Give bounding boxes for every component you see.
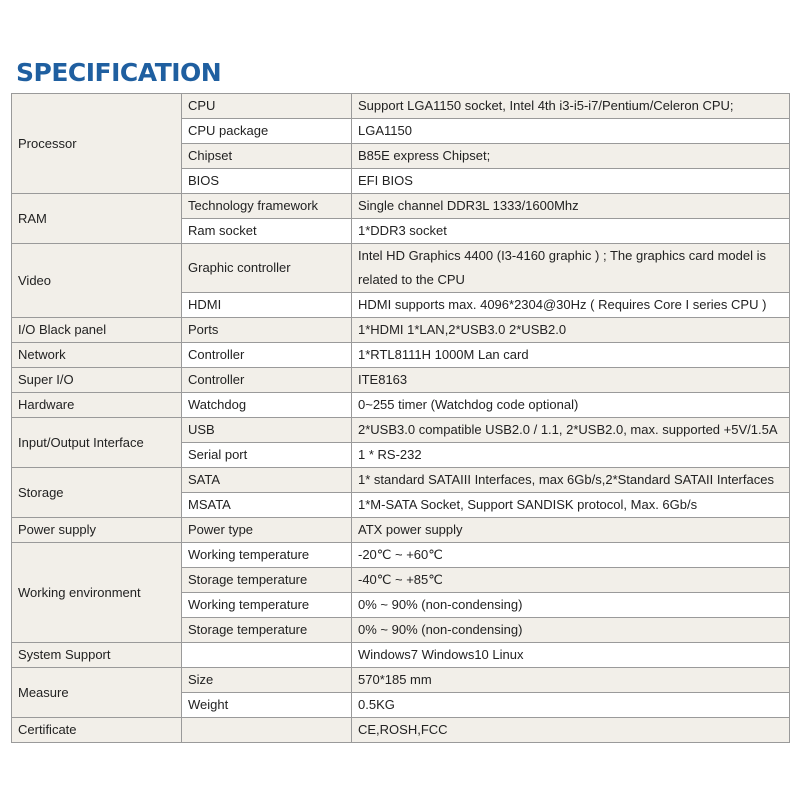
spec-value: CE,ROSH,FCC	[352, 718, 790, 743]
spec-category: Video	[12, 244, 182, 318]
spec-item: Watchdog	[182, 393, 352, 418]
spec-item: Chipset	[182, 144, 352, 169]
spec-category: RAM	[12, 194, 182, 244]
spec-category: System Support	[12, 643, 182, 668]
spec-item: CPU package	[182, 119, 352, 144]
spec-item: Controller	[182, 343, 352, 368]
spec-item: Graphic controller	[182, 244, 352, 293]
spec-value: 1* standard SATAIII Interfaces, max 6Gb/s,2*Standard SATAII Interfaces	[352, 468, 790, 493]
spec-value: 570*185 mm	[352, 668, 790, 693]
spec-value: 1*HDMI 1*LAN,2*USB3.0 2*USB2.0	[352, 318, 790, 343]
spec-category: Hardware	[12, 393, 182, 418]
spec-value: ATX power supply	[352, 518, 790, 543]
spec-value: 2*USB3.0 compatible USB2.0 / 1.1, 2*USB2.0, max. supported +5V/1.5A	[352, 418, 790, 443]
spec-item: Size	[182, 668, 352, 693]
spec-row	[12, 393, 790, 418]
spec-item: HDMI	[182, 293, 352, 318]
spec-category: Input/Output Interface	[12, 418, 182, 468]
spec-value: 0% ~ 90% (non-condensing)	[352, 593, 790, 618]
spec-item: Serial port	[182, 443, 352, 468]
spec-category: Processor	[12, 94, 182, 194]
spec-item: Weight	[182, 693, 352, 718]
spec-value: ITE8163	[352, 368, 790, 393]
spec-row	[12, 643, 790, 668]
spec-category: Certificate	[12, 718, 182, 743]
spec-value: Intel HD Graphics 4400 (I3-4160 graphic ) ; The graphics card model is related to the CPU	[352, 244, 790, 293]
spec-category: Power supply	[12, 518, 182, 543]
spec-value: B85E express Chipset;	[352, 144, 790, 169]
spec-row	[12, 668, 790, 693]
spec-value: LGA1150	[352, 119, 790, 144]
spec-row	[12, 94, 790, 119]
spec-value: EFI BIOS	[352, 169, 790, 194]
spec-item	[182, 643, 352, 668]
spec-value: 1*M-SATA Socket, Support SANDISK protocol, Max. 6Gb/s	[352, 493, 790, 518]
spec-item: BIOS	[182, 169, 352, 194]
spec-row	[12, 194, 790, 219]
spec-category: Measure	[12, 668, 182, 718]
spec-row	[12, 543, 790, 568]
spec-item: Working temperature	[182, 593, 352, 618]
spec-value: HDMI supports max. 4096*2304@30Hz ( Requires Core I series CPU )	[352, 293, 790, 318]
spec-row	[12, 244, 790, 293]
spec-row	[12, 368, 790, 393]
spec-value: 0.5KG	[352, 693, 790, 718]
spec-item: Controller	[182, 368, 352, 393]
spec-item: Power type	[182, 518, 352, 543]
spec-row	[12, 518, 790, 543]
spec-value: Support LGA1150 socket, Intel 4th i3-i5-i7/Pentium/Celeron CPU;	[352, 94, 790, 119]
spec-row	[12, 318, 790, 343]
spec-category: Network	[12, 343, 182, 368]
spec-value: 0% ~ 90% (non-condensing)	[352, 618, 790, 643]
spec-row	[12, 468, 790, 493]
spec-item: Technology framework	[182, 194, 352, 219]
spec-category: I/O Black panel	[12, 318, 182, 343]
spec-row	[12, 343, 790, 368]
spec-value: Windows7 Windows10 Linux	[352, 643, 790, 668]
page-title: SPECIFICATION	[16, 58, 222, 87]
spec-value: 0~255 timer (Watchdog code optional)	[352, 393, 790, 418]
spec-row	[12, 418, 790, 443]
spec-item: Ports	[182, 318, 352, 343]
spec-category: Working environment	[12, 543, 182, 643]
spec-category: Super I/O	[12, 368, 182, 393]
spec-item: SATA	[182, 468, 352, 493]
spec-category: Storage	[12, 468, 182, 518]
spec-value: 1*DDR3 socket	[352, 219, 790, 244]
spec-value: 1 * RS-232	[352, 443, 790, 468]
spec-item: CPU	[182, 94, 352, 119]
spec-value: -20℃ ~ +60℃	[352, 543, 790, 568]
spec-item: USB	[182, 418, 352, 443]
specification-table	[11, 93, 790, 743]
spec-value: Single channel DDR3L 1333/1600Mhz	[352, 194, 790, 219]
spec-item: Storage temperature	[182, 568, 352, 593]
specification-table-body	[12, 94, 790, 743]
spec-value: 1*RTL8111H 1000M Lan card	[352, 343, 790, 368]
spec-item: Storage temperature	[182, 618, 352, 643]
spec-item	[182, 718, 352, 743]
spec-item: MSATA	[182, 493, 352, 518]
spec-item: Working temperature	[182, 543, 352, 568]
spec-value: -40℃ ~ +85℃	[352, 568, 790, 593]
spec-row	[12, 718, 790, 743]
spec-item: Ram socket	[182, 219, 352, 244]
